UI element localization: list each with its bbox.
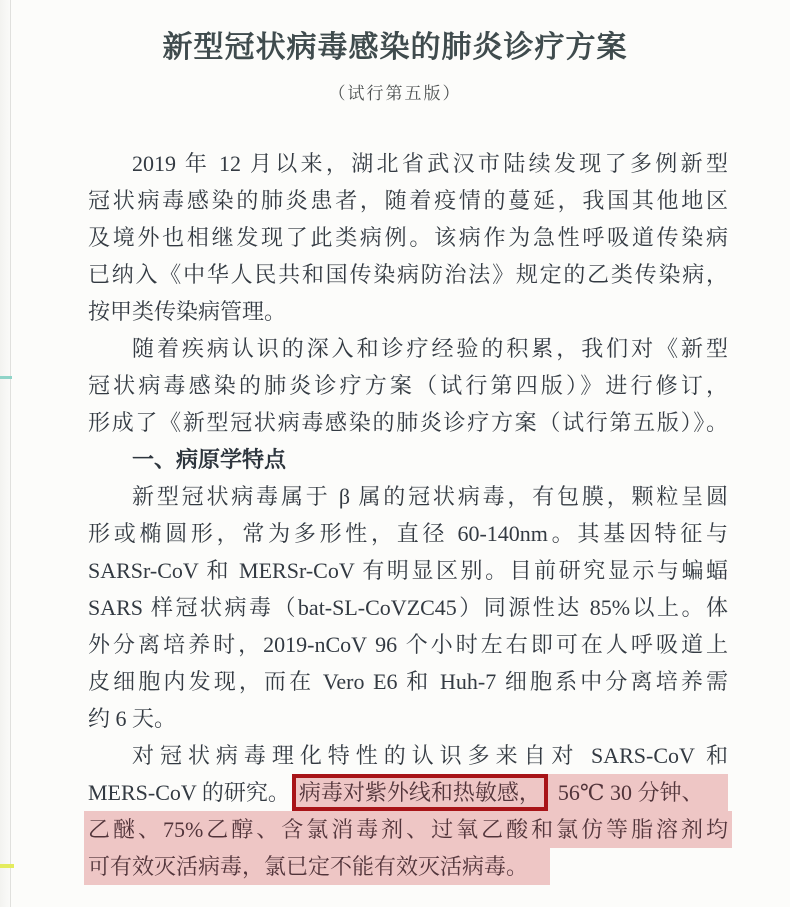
paragraph1-line: 已纳入《中华人民共和国传染病防治法》规定的乙类传染病， [88, 262, 728, 287]
paragraph1-line: 按甲类传染病管理。 [88, 299, 287, 324]
paragraph1-line: 及境外也相继发现了此类病例。该病作为急性呼吸道传染病 [88, 225, 728, 250]
paragraph3-line: SARSr-CoV 和 MERSr-CoV 有明显区别。目前研究显示与蝙蝠 [88, 558, 728, 583]
paragraph4-line [88, 848, 728, 885]
section-heading: 一、病原学特点 [132, 447, 287, 472]
paragraph2-line: 随着疾病认识的深入和诊疗经验的积累，我们对《新型 [132, 336, 728, 361]
text-segment: MERS-CoV 的研究。 [88, 780, 290, 805]
paragraph3-line: 外分离培养时，2019-nCoV 96 个小时左右即可在人呼吸道上 [88, 632, 728, 657]
paragraph2-line: 冠状病毒感染的肺炎诊疗方案（试行第四版）》进行修订， [88, 373, 728, 398]
document-title: 新型冠状病毒感染的肺炎诊疗方案 [162, 31, 628, 64]
paragraph1-line: 2019 年 12 月以来，湖北省武汉市陆续发现了多例新型 [132, 151, 728, 176]
scan-artifact-teal-mark [0, 376, 12, 379]
paragraph3-line: SARS 样冠状病毒（bat-SL-CoVZC45）同源性达 85%以上。体 [88, 595, 728, 620]
paragraph1-line: 冠状病毒感染的肺炎患者，随着疫情的蔓延，我国其他地区 [88, 188, 728, 213]
paragraph4-line [88, 774, 728, 811]
highlighted-text: 56℃ 30 分钟、 [548, 774, 728, 811]
paragraph3-line: 皮细胞内发现，而在 Vero E6 和 Huh-7 细胞系中分离培养需 [88, 669, 728, 694]
paragraph3-line: 形或椭圆形，常为多形性，直径 60-140nm。其基因特征与 [88, 521, 728, 546]
paragraph4-line: 对冠状病毒理化特性的认识多来自对 SARS-CoV 和 [132, 743, 728, 768]
scan-edge-line [10, 0, 11, 907]
paragraph2-line: 形成了《新型冠状病毒感染的肺炎诊疗方案（试行第五版）》。 [88, 410, 728, 435]
red-box-annotation: 病毒对紫外线和热敏感， [292, 774, 548, 811]
highlighted-text: 可有效灭活病毒，氯已定不能有效灭活病毒。 [84, 848, 550, 885]
scan-artifact-yellow-mark [0, 864, 14, 868]
document-body [88, 145, 728, 885]
paragraph3-line: 约 6 天。 [88, 706, 177, 731]
document-subtitle: （试行第五版） [328, 84, 462, 103]
highlighted-text: 乙醚、75%乙醇、含氯消毒剂、过氧乙酸和氯仿等脂溶剂均 [84, 811, 732, 848]
paragraph3-line: 新型冠状病毒属于 β 属的冠状病毒，有包膜，颗粒呈圆 [132, 484, 728, 509]
